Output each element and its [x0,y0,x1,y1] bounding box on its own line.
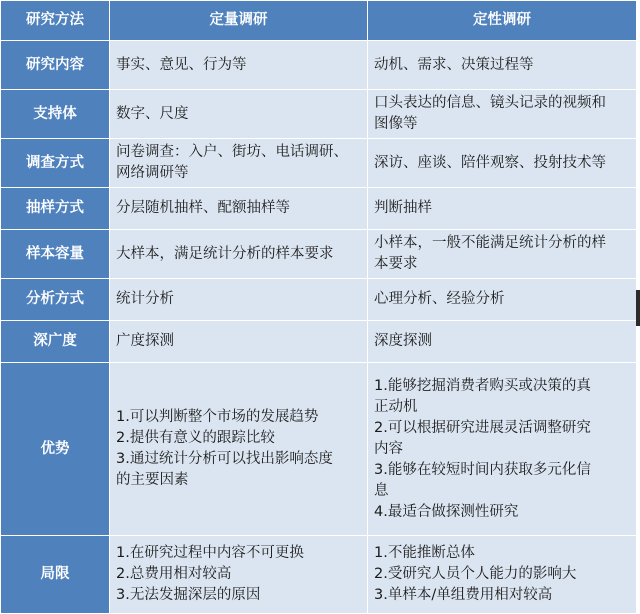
qualitative-cell [368,139,637,188]
table-row [1,139,637,188]
qualitative-cell [368,90,637,139]
cell-line: 大样本，满足统计分析的样本要求 [116,245,334,262]
row-label: 样本容量 [1,230,110,279]
quantitative-cell [110,363,368,536]
qualitative-cell [368,279,637,321]
cell-line: 深访、座谈、陪伴观察、投射技术等 [374,154,606,171]
cell-line: 判断抽样 [374,200,432,216]
cell-line: 心理分析、经验分析 [374,291,505,307]
cell-line: 网络调研等 [116,165,189,181]
cell-line: 3.单样本/单组费用相对较高 [374,587,553,603]
row-label: 支持体 [1,90,110,139]
qualitative-cell [368,536,637,614]
table-row [1,41,637,90]
cell-line: 事实、意见、行为等 [116,56,247,73]
quantitative-cell [110,536,368,614]
row-label: 局限 [1,536,110,614]
table-row [1,188,637,230]
cell-line: 小样本，一般不能满足统计分析的样 [374,235,606,251]
table-row [1,363,637,536]
quantitative-cell [110,321,368,363]
cell-line: 广度探测 [116,333,174,349]
row-label: 深广度 [1,321,110,363]
header-qualitative: 定性调研 [368,1,637,41]
cell-line: 数字、尺度 [116,105,189,122]
table-row [1,321,637,363]
cell-line: 统计分析 [116,291,174,307]
row-label: 抽样方式 [1,188,110,230]
quantitative-cell [110,279,368,321]
cell-line: 内容 [374,440,403,457]
table-row [1,536,637,614]
cell-line: 3.能够在较短时间内获取多元化信 [374,461,591,478]
cell-line: 2.可以根据研究进展灵活调整研究 [374,419,591,436]
quantitative-cell [110,90,368,139]
edge-mark [636,290,640,326]
row-label: 调查方式 [1,139,110,188]
quantitative-cell [110,139,368,188]
quantitative-cell [110,41,368,90]
cell-line: 2.总费用相对较高 [116,566,232,582]
cell-line: 本要求 [374,256,418,272]
cell-line: 3.无法发掘深层的原因 [116,587,261,603]
cell-line: 1.在研究过程中内容不可更换 [116,545,304,561]
cell-line: 2.受研究人员个人能力的影响大 [374,566,577,582]
qualitative-cell [368,188,637,230]
row-label: 优势 [1,363,110,536]
cell-line: 1.能够挖掘消费者购买或决策的真 [374,377,591,394]
cell-line: 深度探测 [374,333,432,349]
table-row [1,90,637,139]
cell-line: 的主要因素 [116,472,189,488]
cell-line: 图像等 [374,116,418,132]
qualitative-cell [368,363,637,536]
table-row [1,230,637,279]
table-row [1,279,637,321]
cell-line: 口头表达的信息、镜头记录的视频和 [374,95,606,111]
header-quantitative: 定量调研 [110,1,368,41]
row-label: 分析方式 [1,279,110,321]
cell-line: 息 [374,482,389,499]
cell-line: 正动机 [374,398,418,415]
cell-line: 1.不能推断总体 [374,545,475,561]
cell-line: 动机、需求、决策过程等 [374,56,534,73]
quantitative-cell [110,230,368,279]
cell-line: 分层随机抽样、配额抽样等 [116,200,290,216]
qualitative-cell [368,41,637,90]
cell-line: 3.通过统计分析可以找出影响态度 [116,451,333,467]
quantitative-cell [110,188,368,230]
header-row [1,1,637,41]
row-label: 研究内容 [1,41,110,90]
cell-line: 4.最适合做探测性研究 [374,503,519,520]
qualitative-cell [368,321,637,363]
cell-line: 2.提供有意义的跟踪比较 [116,430,275,446]
header-method: 研究方法 [1,1,110,41]
cell-line: 问卷调查：入户、街坊、电话调研、 [116,144,348,160]
cell-line: 1.可以判断整个市场的发展趋势 [116,409,319,425]
qualitative-cell [368,230,637,279]
